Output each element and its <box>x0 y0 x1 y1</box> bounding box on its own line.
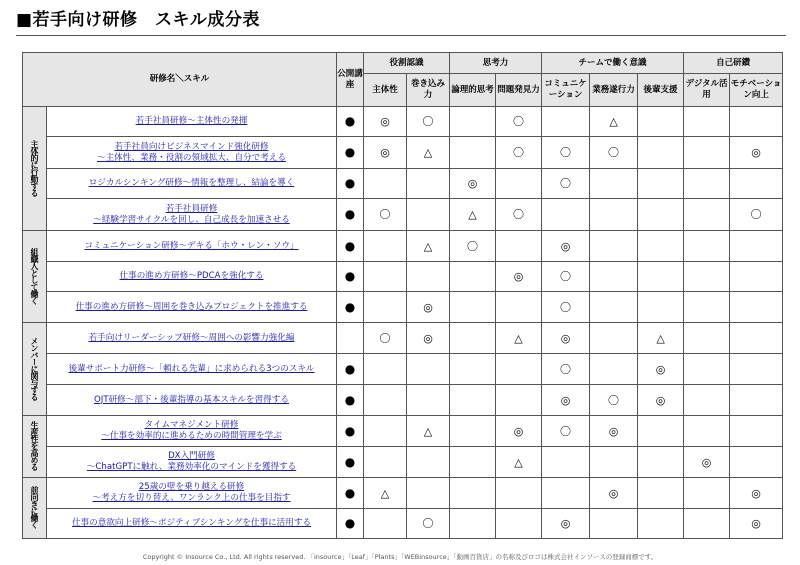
skill-mark <box>590 354 638 385</box>
skill-mark: ◎ <box>730 478 783 509</box>
skill-mark <box>364 509 407 539</box>
group-header: 役割認識 <box>364 53 450 74</box>
skill-mark <box>496 354 542 385</box>
table-row <box>23 447 783 478</box>
skill-mark: △ <box>496 447 542 478</box>
public-course-mark: ● <box>337 385 364 416</box>
category-text: 前向きに働く <box>30 486 39 528</box>
skill-mark <box>684 231 730 262</box>
group-header: 思考力 <box>450 53 542 74</box>
skill-mark <box>684 137 730 169</box>
category-label <box>23 416 47 478</box>
skill-header: 業務遂行力 <box>590 74 638 107</box>
skill-mark: △ <box>450 199 496 231</box>
skill-mark <box>496 169 542 199</box>
course-name-cell <box>47 447 337 478</box>
skill-mark: △ <box>364 478 407 509</box>
skill-mark <box>638 231 684 262</box>
skill-mark <box>638 292 684 323</box>
course-name-cell <box>47 292 337 323</box>
course-name-cell <box>47 478 337 509</box>
course-name-cell <box>47 199 337 231</box>
skill-mark <box>496 509 542 539</box>
skill-header: 主体性 <box>364 74 407 107</box>
skill-mark <box>590 509 638 539</box>
skill-mark: ◎ <box>496 262 542 292</box>
skill-mark <box>638 137 684 169</box>
course-link[interactable]: 若手向けリーダーシップ研修～周囲への影響力強化編 <box>88 332 295 343</box>
skill-mark <box>638 509 684 539</box>
skill-mark: 〇 <box>542 169 590 199</box>
skill-mark: 〇 <box>730 199 783 231</box>
course-link[interactable]: ～仕事を効率的に進めるための時間管理を学ぶ <box>101 431 282 441</box>
table-row <box>23 262 783 292</box>
public-course-mark: ● <box>337 137 364 169</box>
skill-header: コミュニケーション <box>542 74 590 107</box>
skill-mark <box>638 262 684 292</box>
public-course-mark <box>337 323 364 354</box>
skill-mark <box>638 478 684 509</box>
public-course-mark: ● <box>337 416 364 447</box>
skill-mark <box>407 199 450 231</box>
skill-mark <box>407 385 450 416</box>
public-course-mark: ● <box>337 447 364 478</box>
skill-mark <box>496 478 542 509</box>
skill-mark <box>364 169 407 199</box>
course-name-cell <box>47 354 337 385</box>
skill-mark <box>364 231 407 262</box>
skill-mark <box>730 385 783 416</box>
category-text: 主体的に行動する <box>30 139 39 196</box>
skill-mark: ◎ <box>542 323 590 354</box>
skill-mark: 〇 <box>407 509 450 539</box>
table-row <box>23 292 783 323</box>
skill-mark <box>684 262 730 292</box>
skill-mark <box>684 385 730 416</box>
skill-mark <box>496 385 542 416</box>
course-link[interactable]: 若手社員向けビジネスマインド強化研修 <box>114 141 269 152</box>
public-course-mark: ● <box>337 231 364 262</box>
skill-mark <box>542 478 590 509</box>
skill-mark <box>730 107 783 137</box>
skill-mark: △ <box>496 323 542 354</box>
skill-mark: ◎ <box>364 107 407 137</box>
skill-mark <box>364 416 407 447</box>
skill-mark: △ <box>638 323 684 354</box>
course-name-cell <box>47 169 337 199</box>
skill-mark: ◎ <box>590 478 638 509</box>
public-course-mark: ● <box>337 478 364 509</box>
skill-mark <box>450 262 496 292</box>
course-link[interactable]: 25歳の壁を乗り越える研修 <box>138 482 245 492</box>
table-row <box>23 354 783 385</box>
table-row <box>23 137 783 169</box>
skill-mark <box>730 416 783 447</box>
skill-mark <box>364 447 407 478</box>
skill-mark <box>407 447 450 478</box>
skill-mark <box>450 478 496 509</box>
public-course-mark: ● <box>337 107 364 137</box>
skill-mark: 〇 <box>496 137 542 169</box>
skill-mark <box>450 447 496 478</box>
skill-mark <box>730 262 783 292</box>
skill-mark <box>638 169 684 199</box>
skill-mark <box>590 262 638 292</box>
skill-mark: 〇 <box>450 231 496 262</box>
course-link[interactable]: 仕事の進め方研修～PDCAを強化する <box>119 271 264 281</box>
skill-mark <box>364 292 407 323</box>
table-row <box>23 323 783 354</box>
public-course-mark: ● <box>337 262 364 292</box>
skill-header: 巻き込み力 <box>407 74 450 107</box>
skill-mark <box>590 447 638 478</box>
course-link[interactable]: コミュニケーション研修～デキる「ホウ・レン・ソウ」 <box>84 240 299 251</box>
skill-mark <box>638 199 684 231</box>
skill-mark <box>684 292 730 323</box>
skill-mark <box>407 169 450 199</box>
table-body <box>23 107 783 539</box>
category-label <box>23 231 47 323</box>
skill-mark: 〇 <box>496 199 542 231</box>
skill-mark <box>730 354 783 385</box>
table-row <box>23 231 783 262</box>
skill-mark <box>450 107 496 137</box>
skill-mark <box>730 447 783 478</box>
public-course-mark: ● <box>337 509 364 539</box>
skill-mark <box>590 231 638 262</box>
skill-mark <box>364 262 407 292</box>
skill-mark: 〇 <box>542 137 590 169</box>
header-public: 公開講座 <box>337 53 364 107</box>
skill-mark: 〇 <box>590 385 638 416</box>
skill-mark <box>450 385 496 416</box>
skill-mark <box>730 323 783 354</box>
public-course-mark: ● <box>337 354 364 385</box>
skill-mark <box>364 354 407 385</box>
skill-mark: 〇 <box>407 107 450 137</box>
skill-mark <box>590 292 638 323</box>
group-header: チームで働く意識 <box>542 53 684 74</box>
table-row <box>23 509 783 539</box>
skill-mark: ◎ <box>407 292 450 323</box>
category-text: 組織人として働く <box>30 247 39 304</box>
table-row <box>23 169 783 199</box>
skill-mark <box>730 231 783 262</box>
skill-mark <box>684 416 730 447</box>
course-name-cell <box>47 137 337 169</box>
course-link[interactable]: ～経験学習サイクルを回し、自己成長を加速させる <box>93 214 290 225</box>
course-name-cell <box>47 107 337 137</box>
skill-mark: 〇 <box>542 262 590 292</box>
skill-mark <box>684 354 730 385</box>
category-label <box>23 323 47 416</box>
skill-mark <box>684 169 730 199</box>
skill-mark: ◎ <box>364 137 407 169</box>
course-link[interactable]: 仕事の進め方研修～周囲を巻き込みプロジェクトを推進する <box>75 301 308 312</box>
header-corner: 研修名＼スキル <box>23 53 337 107</box>
course-link[interactable]: 後輩サポート力研修～「頼れる先輩」に求められる3つのスキル <box>68 363 315 374</box>
skill-mark: ◎ <box>730 509 783 539</box>
skill-mark <box>450 292 496 323</box>
skill-header: 論理的思考 <box>450 74 496 107</box>
skill-mark <box>730 292 783 323</box>
skill-mark: △ <box>407 416 450 447</box>
skill-mark <box>684 199 730 231</box>
skill-mark <box>638 416 684 447</box>
skill-table <box>22 52 783 539</box>
skill-mark <box>730 169 783 199</box>
group-header: 自己研鑽 <box>684 53 783 74</box>
public-course-mark: ● <box>337 169 364 199</box>
skill-mark <box>638 447 684 478</box>
skill-mark <box>407 478 450 509</box>
skill-mark: 〇 <box>542 354 590 385</box>
skill-mark <box>364 385 407 416</box>
course-name-cell <box>47 416 337 447</box>
skill-header: モチベーション向上 <box>730 74 783 107</box>
skill-mark <box>450 137 496 169</box>
skill-mark: ◎ <box>450 169 496 199</box>
skill-mark: 〇 <box>496 107 542 137</box>
skill-mark: 〇 <box>542 416 590 447</box>
skill-mark: ◎ <box>407 323 450 354</box>
course-link[interactable]: 仕事の意欲向上研修～ポジティブシンキングを仕事に活用する <box>71 518 312 528</box>
skill-mark: △ <box>407 137 450 169</box>
table-row <box>23 416 783 447</box>
skill-header: 後輩支援 <box>638 74 684 107</box>
skill-mark <box>638 107 684 137</box>
skill-mark: ◎ <box>638 354 684 385</box>
course-link[interactable]: タイムマネジメント研修 <box>144 420 239 430</box>
category-text: 生産性を高める <box>30 421 39 470</box>
skill-mark <box>407 262 450 292</box>
category-text: メンバーに関与する <box>30 336 39 400</box>
skill-mark: △ <box>590 107 638 137</box>
public-course-mark: ● <box>337 199 364 231</box>
skill-mark: 〇 <box>590 137 638 169</box>
title-rule <box>16 35 786 36</box>
skill-mark <box>684 478 730 509</box>
skill-header: デジタル活用 <box>684 74 730 107</box>
skill-mark <box>542 107 590 137</box>
skill-mark: 〇 <box>542 292 590 323</box>
skill-header: 問題発見力 <box>496 74 542 107</box>
course-name-cell <box>47 231 337 262</box>
table-row <box>23 199 783 231</box>
course-name-cell <box>47 385 337 416</box>
course-link[interactable]: ～ChatGPTに触れ、業務効率化のマインドを獲得する <box>86 462 297 472</box>
skill-mark <box>407 354 450 385</box>
skill-mark <box>590 169 638 199</box>
skill-mark: ◎ <box>542 509 590 539</box>
page-title: ■若手向け研修 スキル成分表 <box>16 10 260 30</box>
skill-mark: ◎ <box>496 416 542 447</box>
skill-mark: ◎ <box>684 447 730 478</box>
course-link[interactable]: ～主体性、業務・役割の領域拡大、自分で考える <box>96 152 287 163</box>
course-name-cell <box>47 262 337 292</box>
course-link[interactable]: DX入門研修 <box>168 451 215 461</box>
skill-mark <box>450 354 496 385</box>
category-label <box>23 107 47 231</box>
skill-mark <box>684 509 730 539</box>
course-link[interactable]: ～考え方を切り替え、ワンランク上の仕事を目指す <box>92 493 291 503</box>
skill-mark <box>684 107 730 137</box>
skill-mark <box>450 416 496 447</box>
skill-mark <box>590 199 638 231</box>
course-link[interactable]: ロジカルシンキング研修～情報を整理し、結論を導く <box>88 178 295 188</box>
table-row <box>23 478 783 509</box>
skill-mark: △ <box>407 231 450 262</box>
skill-mark: 〇 <box>364 323 407 354</box>
table-row <box>23 107 783 137</box>
skill-mark <box>542 199 590 231</box>
course-link[interactable]: 若手社員研修～主体性の発揮 <box>135 116 248 126</box>
skill-mark <box>542 447 590 478</box>
skill-mark: ◎ <box>542 385 590 416</box>
skill-mark: ◎ <box>542 231 590 262</box>
category-label <box>23 478 47 539</box>
skill-mark <box>450 323 496 354</box>
skill-mark <box>496 292 542 323</box>
course-name-cell <box>47 509 337 539</box>
skill-mark: ◎ <box>590 416 638 447</box>
skill-mark <box>590 323 638 354</box>
skill-mark <box>450 509 496 539</box>
skill-mark: ◎ <box>730 137 783 169</box>
skill-mark <box>684 323 730 354</box>
skill-mark: 〇 <box>364 199 407 231</box>
course-link[interactable]: 若手社員研修 <box>165 203 218 214</box>
course-link[interactable]: OJT研修～部下・後輩指導の基本スキルを習得する <box>94 394 289 405</box>
course-name-cell <box>47 323 337 354</box>
skill-mark: ◎ <box>638 385 684 416</box>
copyright-footer: Copyright © Insource Co., Ltd. All rights reserved. 「insource」「Leaf」「Plants」「WEBinsource」「動画百貨店」の名称及びロゴは株式会社インソースの登録商標です。 <box>142 553 658 561</box>
skill-mark <box>496 231 542 262</box>
table-row <box>23 385 783 416</box>
public-course-mark: ● <box>337 292 364 323</box>
